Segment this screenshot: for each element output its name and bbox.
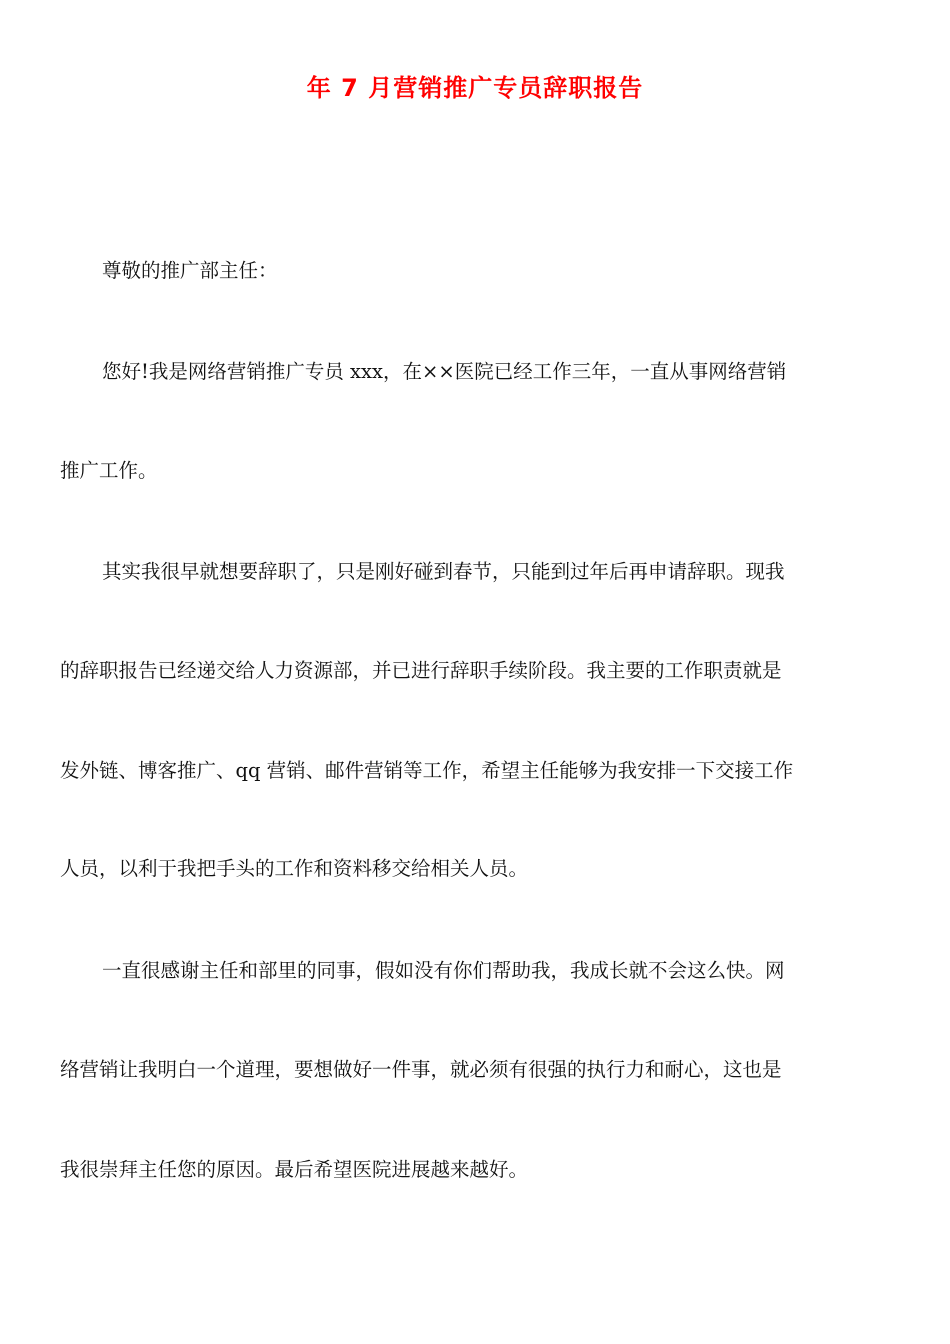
- salutation-line: 尊敬的推广部主任：: [102, 259, 278, 282]
- paragraph-2-line-2: 的辞职报告已经递交给人力资源部，并已进行辞职手续阶段。我主要的工作职责就是: [60, 659, 782, 682]
- paragraph-3-line-1: 一直很感谢主任和部里的同事，假如没有你们帮助我，我成长就不会这么快。网: [102, 959, 785, 982]
- paragraph-2-line-3: 发外链、博客推广、qq 营销、邮件营销等工作，希望主任能够为我安排一下交接工作: [60, 759, 794, 782]
- document-title: 年 7 月营销推广专员辞职报告: [306, 74, 644, 102]
- paragraph-3-line-3: 我很崇拜主任您的原因。最后希望医院进展越来越好。: [60, 1158, 529, 1181]
- paragraph-1-line-2: 推广工作。: [60, 459, 158, 482]
- paragraph-3-line-2: 络营销让我明白一个道理，要想做好一件事，就必须有很强的执行力和耐心，这也是: [60, 1058, 782, 1081]
- paragraph-2-line-1: 其实我很早就想要辞职了，只是刚好碰到春节，只能到过年后再申请辞职。现我: [102, 560, 785, 583]
- paragraph-1-line-1: 您好!我是网络营销推广专员 xxx，在××医院已经工作三年，一直从事网络营销: [102, 360, 787, 383]
- paragraph-2-line-4: 人员，以利于我把手头的工作和资料移交给相关人员。: [60, 857, 529, 880]
